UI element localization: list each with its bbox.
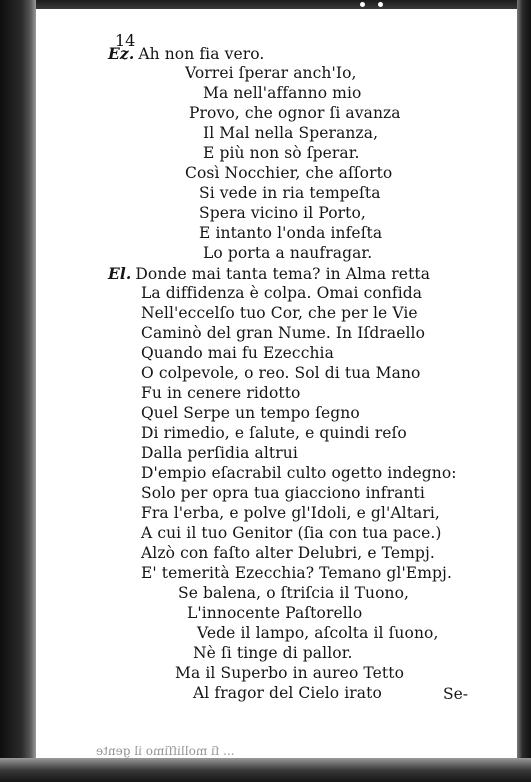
text-line	[199, 204, 366, 223]
line-text: Lo porta a naufragar.	[203, 244, 373, 262]
scan-edge-right	[517, 0, 531, 782]
text-line	[203, 124, 378, 143]
line-text: E più non sò ſperar.	[203, 144, 360, 162]
bleed-through-text: ... ſi molliſſimo il gente	[96, 744, 235, 758]
text-line	[185, 64, 357, 83]
line-text: Alzò con faſto alter Delubri, e Tempj.	[141, 544, 435, 562]
line-text: O colpevole, o reo. Sol di tua Mano	[141, 364, 421, 382]
line-text: Dalla perſidia altrui	[141, 444, 298, 462]
text-line	[141, 304, 418, 323]
text-line	[141, 504, 440, 523]
line-text: Nell'eccelſo tuo Cor, che per le Vie	[141, 304, 418, 322]
text-line	[193, 684, 382, 703]
text-line	[141, 444, 298, 463]
text-line	[141, 464, 457, 483]
text-line	[203, 144, 360, 163]
text-line	[193, 644, 353, 663]
line-text: Nè ſi tinge di pallor.	[193, 644, 353, 662]
line-text: Vorrei ſperar anch'Io,	[185, 64, 357, 82]
text-line	[189, 104, 401, 123]
speaker-label: El.	[108, 264, 132, 283]
scan-edge-top	[0, 0, 531, 9]
speaker-label: Ez.	[108, 44, 135, 63]
line-text: Si vede in ria tempeſta	[199, 184, 381, 202]
text-line	[141, 484, 425, 503]
line-text: Caminò del gran Nume. In Iſdraello	[141, 324, 426, 342]
line-text: Vede il lampo, aſcolta il ſuono,	[197, 624, 439, 642]
line-text: Spera vicino il Porto,	[199, 204, 366, 222]
text-line	[141, 364, 420, 383]
line-text: Se balena, o ſtriſcia il Tuono,	[178, 584, 410, 602]
text-line	[185, 164, 392, 183]
text-line	[178, 584, 409, 603]
line-text: Ma nell'affanno mio	[203, 84, 362, 102]
text-line	[108, 44, 264, 64]
scan-edge-bottom	[0, 758, 531, 782]
text-line	[203, 244, 372, 263]
page-number: 14	[115, 31, 136, 50]
text-line	[141, 284, 422, 303]
line-text: Così Nocchier, che aſſorto	[185, 164, 393, 182]
text-line	[141, 344, 334, 363]
text-line	[141, 564, 452, 583]
binding-hole	[360, 2, 365, 7]
line-text: Fu in cenere ridotto	[141, 384, 301, 402]
line-text: Ah non fia vero.	[138, 45, 265, 63]
line-text: Ma il Superbo in aureo Tetto	[175, 664, 404, 682]
line-text: Quando mai fu Ezecchia	[141, 344, 334, 362]
line-text: E' temerità Ezecchia? Temano gl'Empj.	[141, 564, 452, 582]
text-line	[203, 84, 361, 103]
text-line	[141, 384, 300, 403]
catchword: Se-	[443, 685, 469, 703]
text-line	[199, 184, 381, 203]
line-text: D'empio eſacrabil culto ogetto indegno:	[141, 464, 457, 482]
text-line	[141, 544, 435, 563]
line-text: La diffidenza è colpa. Omai confida	[141, 284, 423, 302]
line-text: Solo per opra tua giacciono infranti	[141, 484, 425, 502]
line-text: Di rimedio, e ſalute, e quindi reſo	[141, 424, 407, 442]
line-text: E intanto l'onda infeſta	[199, 224, 383, 242]
line-text: Il Mal nella Speranza,	[203, 124, 379, 142]
binding-hole	[378, 2, 383, 7]
text-line	[199, 224, 382, 243]
line-text: Donde mai tanta tema? in Alma retta	[135, 265, 431, 283]
text-line	[141, 524, 442, 543]
line-text: Provo, che ognor ſi avanza	[189, 104, 401, 122]
line-text: Quel Serpe un tempo ſegno	[141, 404, 360, 422]
scan-edge-left	[0, 0, 36, 782]
text-line	[197, 624, 439, 643]
line-text: Al fragor del Cielo irato	[193, 684, 382, 702]
text-line	[175, 664, 404, 683]
text-line	[141, 404, 360, 423]
text-line	[141, 424, 407, 443]
text-line	[108, 264, 430, 284]
line-text: Fra l'erba, e polve gl'Idoli, e gl'Altari,	[141, 504, 440, 522]
line-text: A cui il tuo Genitor (ſia con tua pace.)	[141, 524, 442, 542]
text-line	[141, 324, 425, 343]
text-line	[187, 604, 362, 623]
line-text: L'innocente Paſtorello	[187, 604, 363, 622]
